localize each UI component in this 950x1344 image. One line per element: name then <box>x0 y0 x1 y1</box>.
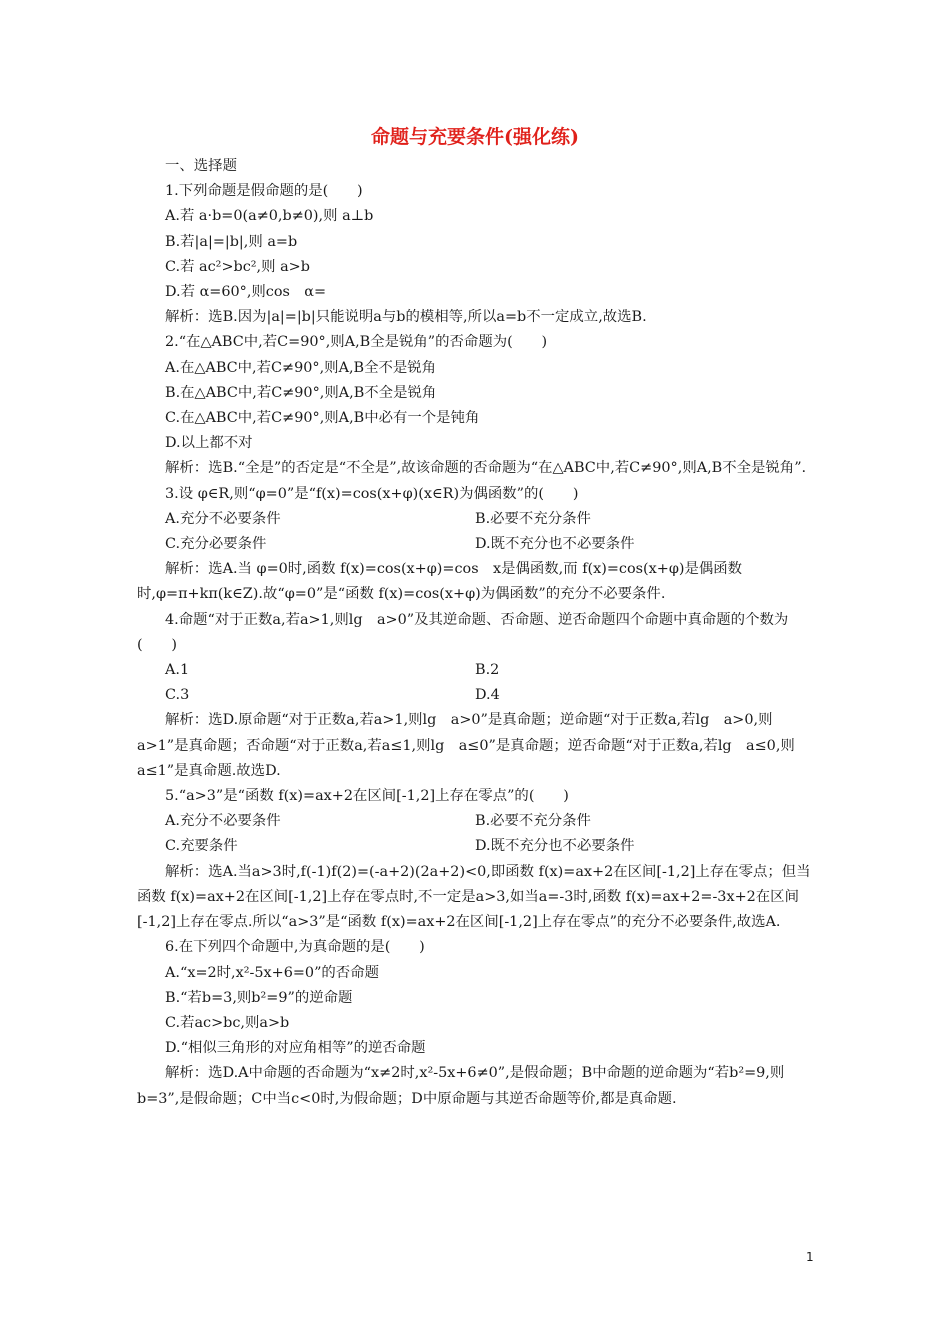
options-row <box>137 683 815 708</box>
option-d: D.以上都不对 <box>165 435 253 452</box>
options-row <box>137 658 815 683</box>
option-a: A.充分不必要条件 <box>165 510 281 527</box>
document-body <box>137 154 815 1112</box>
options-row <box>137 809 815 834</box>
options-row <box>137 532 815 557</box>
option-b: B.“若b=3,则b²=9”的逆命题 <box>165 989 353 1006</box>
solution-5: 解析：选A.当a>3时,f(-1)f(2)=(-a+2)(2a+2)<0,即函数 f(x)=ax+2在区间[-1,2]上存在零点；但当函数 f(x)=ax+2在区间[-1,2]上存在零点时,不一定是a>3,如当a=-3时,函数 f(x)=ax+2=-3x+2在区间[-1,2]上存在零点.所以“a>3”是“函数 f(x)=ax+2在区间[-1,2]上存在零点”的充分不必要条件,故选A. <box>137 863 811 931</box>
option-d: D.既不充分也不必要条件 <box>475 536 635 553</box>
option-d: D.若 α=60°,则cos α= <box>165 284 327 301</box>
option-b: B.若|a|=|b|,则 a=b <box>165 233 298 250</box>
solution-1: 解析：选B.因为|a|=|b|只能说明a与b的模相等,所以a=b不一定成立,故选B. <box>165 309 647 326</box>
option-c: C.若 ac²>bc²,则 a>b <box>165 258 310 275</box>
question-4: 4.命题“对于正数a,若a>1,则lg a>0”及其逆命题、否命题、逆否命题四个命题中真命题的个数为( ) <box>137 611 789 653</box>
option-c: C.在△ABC中,若C≠90°,则A,B中必有一个是钝角 <box>165 410 480 427</box>
option-b: B.在△ABC中,若C≠90°,则A,B不全是锐角 <box>165 384 437 401</box>
solution-3: 解析：选A.当 φ=0时,函数 f(x)=cos(x+φ)=cos x是偶函数,而 f(x)=cos(x+φ)是偶函数时,φ=π+kπ(k∈Z).故“φ=0”是“函数 f(x)=cos(x+φ)为偶函数”的充分不必要条件. <box>137 561 743 603</box>
options-row <box>137 834 815 859</box>
option-c: C.3 <box>165 687 190 704</box>
question-3: 3.设 φ∈R,则“φ=0”是“f(x)=cos(x+φ)(x∈R)为偶函数”的( ) <box>165 485 579 502</box>
option-a: A.在△ABC中,若C≠90°,则A,B全不是锐角 <box>165 359 437 376</box>
page-title: 命题与充要条件(强化练) <box>371 126 579 148</box>
option-b: B.必要不充分条件 <box>475 813 591 830</box>
option-a: A.充分不必要条件 <box>165 813 281 830</box>
option-a: A.“x=2时,x²-5x+6=0”的否命题 <box>165 964 379 981</box>
option-d: D.4 <box>475 687 500 704</box>
solution-6: 解析：选D.A中命题的否命题为“x≠2时,x²-5x+6≠0”,是假命题；B中命题的逆命题为“若b²=9,则b=3”,是假命题；C中当c<0时,为假命题；D中原命题与其逆否命题等价,都是真命题. <box>137 1065 785 1107</box>
option-a: A.1 <box>165 662 190 679</box>
solution-4: 解析：选D.原命题“对于正数a,若a>1,则lg a>0”是真命题；逆命题“对于正数a,若lg a>0,则a>1”是真命题；否命题“对于正数a,若a≤1,则lg a≤0”是真命题；逆否命题“对于正数a,若lg a≤0,则a≤1”是真命题.故选D. <box>137 712 795 779</box>
option-a: A.若 a·b=0(a≠0,b≠0),则 a⊥b <box>165 208 374 225</box>
option-c: C.若ac>bc,则a>b <box>165 1014 290 1031</box>
option-b: B.必要不充分条件 <box>475 510 591 527</box>
question-5: 5.“a>3”是“函数 f(x)=ax+2在区间[-1,2]上存在零点”的( ) <box>165 788 569 805</box>
question-2: 2.“在△ABC中,若C=90°,则A,B全是锐角”的否命题为( ) <box>165 334 548 351</box>
question-6: 6.在下列四个命题中,为真命题的是( ) <box>165 939 425 956</box>
question-1: 1.下列命题是假命题的是( ) <box>165 183 363 200</box>
option-c: C.充分必要条件 <box>165 536 267 553</box>
options-row <box>137 507 815 532</box>
section-heading: 一、选择题 <box>165 158 237 174</box>
option-c: C.充要条件 <box>165 838 238 855</box>
page-number: 1 <box>806 1250 814 1264</box>
solution-2: 解析：选B.“全是”的否定是“不全是”,故该命题的否命题为“在△ABC中,若C≠90°,则A,B不全是锐角”. <box>165 460 807 477</box>
option-d: D.“相似三角形的对应角相等”的逆否命题 <box>165 1040 426 1057</box>
option-b: B.2 <box>475 662 500 679</box>
option-d: D.既不充分也不必要条件 <box>475 838 635 855</box>
